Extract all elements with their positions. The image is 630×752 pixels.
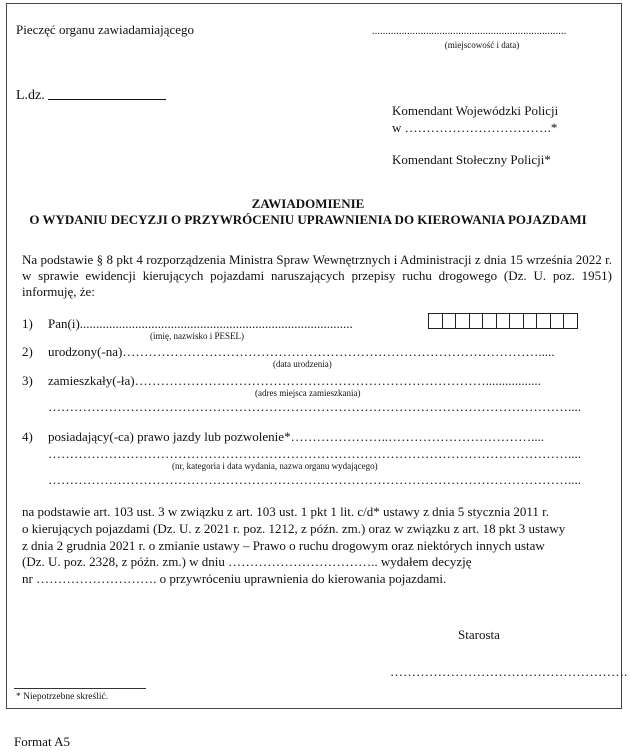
pesel-digit-box[interactable] [563, 313, 578, 329]
field3-label: zamieszkały(-ła)………………………………………………………………………................. [48, 373, 541, 388]
basis-line1: na podstawie art. 103 ust. 3 w związku z art. 103 ust. 1 pkt 1 lit. c/d* ustawy z dnia 5 stycznia 2011 r. [22, 504, 549, 519]
pesel-digit-box[interactable] [428, 313, 443, 329]
field4-caption: (nr, kategoria i data wydania, nazwa organu wydającego) [172, 461, 378, 471]
field4-label: posiadający(-ca) prawo jazdy lub pozwolenie*…………………..…………………………….... [48, 429, 545, 444]
signature-line: ………………………………………………. [390, 664, 628, 679]
field1-number: 1) [22, 316, 33, 331]
basis-line3: z dnia 2 grudnia 2021 r. o zmianie ustawy – Prawo o ruchu drogowym oraz niektórych innych ustaw [22, 538, 545, 553]
format-label: Format A5 [14, 734, 70, 749]
field1-caption: (imię, nazwisko i PESEL) [150, 331, 244, 341]
field3-extra-line: ………………………………………………………………………………………………………….... [48, 399, 581, 414]
pesel-digit-box[interactable] [550, 313, 565, 329]
field4-number: 4) [22, 429, 33, 444]
field1-label: Pan(i).................................................................................... [48, 316, 353, 331]
ldz-label: L.dz. [16, 88, 45, 103]
stamp-label: Pieczęć organu zawiadamiającego [16, 22, 195, 37]
field3-number: 3) [22, 373, 33, 388]
pesel-digit-box[interactable] [482, 313, 497, 329]
field3-caption: (adres miejsca zamieszkania) [255, 388, 361, 398]
place-date-caption: (miejscowość i data) [444, 40, 520, 50]
footnote: * Niepotrzebne skreślić. [16, 692, 109, 702]
basis-line4: (Dz. U. poz. 2328, z późn. zm.) w dniu …………………………….. wydałem decyzję [22, 554, 472, 569]
field2-number: 2) [22, 344, 33, 359]
pesel-digit-box[interactable] [536, 313, 551, 329]
signature-title: Starosta [458, 627, 500, 642]
field4-extra-line2: ………………………………………………………………………………………………………….... [48, 472, 581, 487]
ldz-line [48, 99, 166, 100]
addressee-line2: w …………………………….* [392, 120, 558, 135]
place-date-dots: ........................................................................ [372, 26, 567, 37]
basis-line2: o kierujących pojazdami (Dz. U. z 2021 r. poz. 1212, z późn. zm.) oraz w związku z art. 18 pkt 3 ustawy [22, 521, 566, 536]
field2-label: urodzony(-na)……………………………………………………………………………………..... [48, 344, 555, 359]
addressee-line3: Komendant Stołeczny Policji* [392, 152, 551, 167]
pesel-digit-box[interactable] [523, 313, 538, 329]
intro-paragraph: Na podstawie § 8 pkt 4 rozporządzenia Ministra Spraw Wewnętrznych i Administracji z dnia 15 września 2022 r. w sprawie ewidencji kierujących pojazdami naruszających przepisy ruchu drogowego (Dz. U. poz. 1951) informuję, że: [22, 252, 612, 299]
field2-caption: (data urodzenia) [273, 359, 332, 369]
pesel-boxes [428, 313, 577, 329]
pesel-digit-box[interactable] [496, 313, 511, 329]
pesel-digit-box[interactable] [469, 313, 484, 329]
pesel-digit-box[interactable] [509, 313, 524, 329]
footnote-separator [14, 688, 146, 689]
title-line2: O WYDANIU DECYZJI O PRZYWRÓCENIU UPRAWNIENIA DO KIEROWANIA POJAZDAMI [29, 212, 587, 227]
basis-line5: nr ………………………. o przywróceniu uprawnienia do kierowania pojazdami. [22, 571, 447, 586]
addressee-line1: Komendant Wojewódzki Policji [392, 103, 559, 118]
field4-extra-line: ………………………………………………………………………………………………………….... [48, 446, 581, 461]
pesel-digit-box[interactable] [442, 313, 457, 329]
title-line1: ZAWIADOMIENIE [251, 196, 365, 211]
pesel-digit-box[interactable] [455, 313, 470, 329]
